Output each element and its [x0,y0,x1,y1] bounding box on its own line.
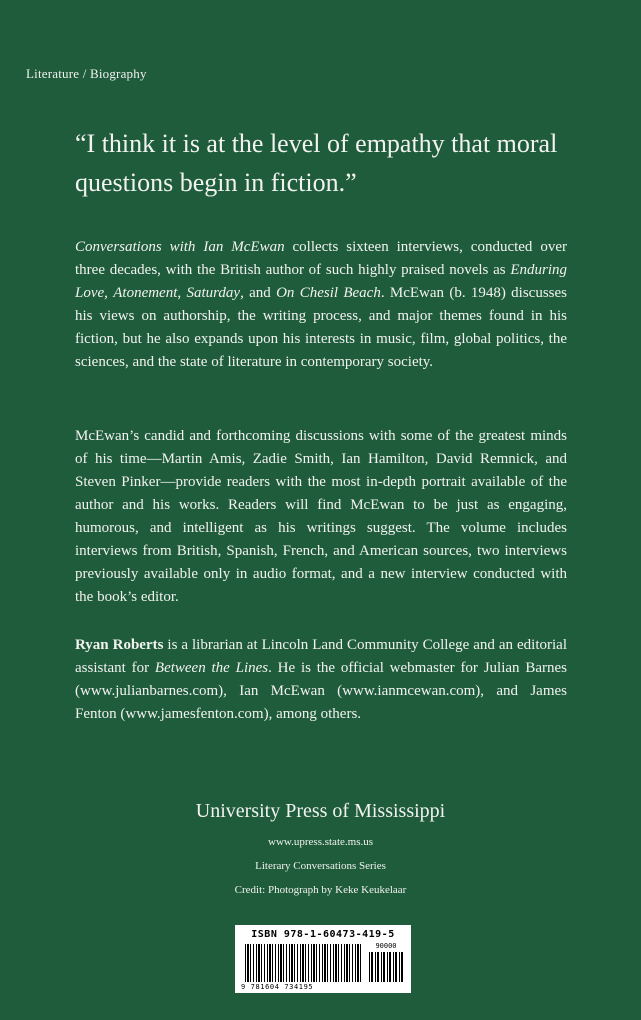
editor-bio-paragraph: Ryan Roberts is a librarian at Lincoln Land Community College and an editorial assistant for Between the Lines. He is the official webmaster for Julian Barnes (www.julianbarnes.com), Ian McEwan (www.ianmcewan.com), and James Fenton (www.jamesfenton.com), among others. [75,637,567,722]
publisher-url: www.upress.state.ms.us [268,836,373,848]
barcode-digits: 9 781604 734195 [241,983,314,991]
barcode-addon-text: 90000 [375,942,397,950]
series-name: Literary Conversations Series [255,860,386,872]
description-paragraph: Conversations with Ian McEwan collects sixteen interviews, conducted over three decades, with the British author of such highly praised novels as Enduring Love, Atonement, Saturday, and On Chesil Beach. McEwan (b. 1948) discusses his views on authorship, the writing process, and major themes found in his fiction, but he also expands upon his interests in music, film, global politics, the sciences, and the state of literature in contemporary society. [75,239,567,370]
journal-title: Between the Lines [154,660,269,676]
novel-title: On Chesil Beach [276,285,381,301]
barcode-bars [245,944,363,982]
novel-title: Enduring Love [75,262,567,301]
pull-quote: “I think it is at the level of empathy that moral questions begin in fiction.” [75,129,558,197]
category-label: Literature / Biography [26,66,147,81]
isbn-text: ISBN 978-1-60473-419-5 [251,929,395,940]
novel-title: Atonement [113,285,178,301]
book-title: Conversations with Ian McEwan [75,239,285,255]
editor-name: Ryan Roberts [75,637,164,653]
novel-title: Saturday [186,285,241,301]
publisher-name: University Press of Mississippi [195,800,446,822]
isbn-barcode [235,925,411,993]
barcode-addon-bars [369,952,403,982]
interviews-paragraph: McEwan’s candid and forthcoming discussions with some of the greatest minds of his time—Martin Amis, Zadie Smith, Ian Hamilton, David Remnick, and Steven Pinker—provide readers with the most in-depth portrait available of the author and his works. Readers will find McEwan to be just as engaging, humorous, and intelligent as his writings suggest. The volume includes interviews from British, Spanish, French, and American sources, two interviews previously available only in audio format, and a new interview conducted with the book’s editor. [75,428,567,605]
photo-credit: Credit: Photograph by Keke Keukelaar [234,884,407,896]
